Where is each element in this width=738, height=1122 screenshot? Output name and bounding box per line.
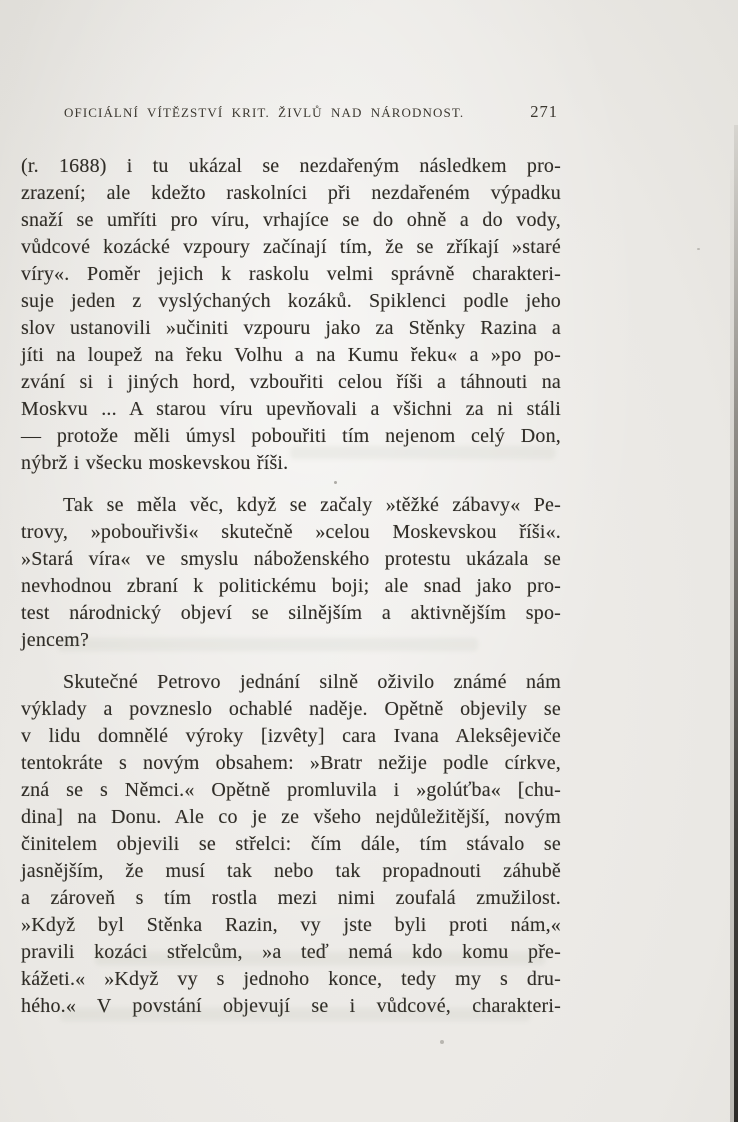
bleed-through-ghost	[95, 952, 545, 965]
text-line: zná se s Němci.« Opětně promluvila i »golúťba« [chu-	[21, 779, 561, 801]
text-line: jíti na loupež na řeku Volhu a na Kumu řeku« a »po po-	[21, 344, 561, 366]
text-line: výklady a povzneslo ochablé naděje. Opětně objevily se	[21, 698, 561, 720]
paragraph	[21, 669, 561, 1020]
bleed-through-ghost	[60, 1008, 530, 1021]
text-line: snaží se umříti pro víru, vrhajíce se do ohně a do vody,	[21, 209, 561, 231]
paper-speck	[697, 248, 700, 250]
bleed-through-ghost	[290, 446, 555, 459]
text-line: v lidu domnělé výroky [izvêty] cara Ivana Aleksêjeviče	[21, 725, 561, 747]
text-line: vůdcové kozácké vzpoury začínají tím, že se zříkají »staré	[21, 236, 561, 258]
paper-speck	[334, 481, 337, 484]
running-header	[20, 102, 560, 122]
text-line: — protože měli úmysl pobouřiti tím nejenom celý Don,	[21, 425, 561, 447]
paragraph	[21, 492, 561, 654]
text-line: a zároveň s tím rostla mezi nimi zoufalá zmužilost.	[21, 887, 561, 909]
text-line: jencem?	[21, 629, 90, 651]
text-line: dina] na Donu. Ale co je ze všeho nejdůležitější, novým	[21, 806, 561, 828]
text-line: »Stará víra« ve smyslu náboženského protestu ukázala se	[21, 548, 561, 570]
text-line: tentokráte s novým obsahem: »Bratr nežije podle církve,	[21, 752, 561, 774]
body-text	[21, 153, 561, 1035]
text-line: víry«. Poměr jejich k raskolu velmi správně charakteri-	[21, 263, 561, 285]
text-line: zrazení; ale kdežto raskolníci při nezdařeném výpadku	[21, 182, 561, 204]
text-line: kážeti.« »Když vy s jednoho konce, tedy my s dru-	[21, 968, 561, 990]
scan-edge-shadow	[734, 125, 738, 1122]
text-line: nevhodnou zbraní k politickému boji; ale snad jako pro-	[21, 575, 561, 597]
text-line: Skutečné Petrovo jednání silně oživilo známé nám	[63, 671, 561, 693]
text-line: slov ustanovili »učiniti vzpouru jako za Stěnky Razina a	[21, 317, 561, 339]
text-line: (r. 1688) i tu ukázal se nezdařeným následkem pro-	[21, 155, 561, 177]
text-line: test národnický objeví se silnějším a aktivnějším spo-	[21, 602, 561, 624]
text-line: trovy, »pobouřivši« skutečně »celou Moskevskou říši«.	[21, 521, 561, 543]
header-title: OFICIÁLNÍ VÍTĚZSTVÍ KRIT. ŽIVLŮ NAD NÁRODNOST.	[64, 105, 465, 120]
paper-speck	[440, 1040, 444, 1044]
bleed-through-ghost	[58, 638, 478, 651]
text-line: zvání si i jiných hord, vzbouřiti celou říši a táhnouti na	[21, 371, 561, 393]
text-line: suje jeden z vyslýchaných kozáků. Spiklenci podle jeho	[21, 290, 561, 312]
text-line: jasnějším, že musí tak nebo tak propadnouti záhubě	[21, 860, 561, 882]
text-line: Moskvu ... A starou víru upevňovali a všichni za ni stáli	[21, 398, 561, 420]
page-number: 271	[530, 102, 558, 121]
text-line: »Když byl Stěnka Razin, vy jste byli proti nám,«	[21, 914, 561, 936]
text-line: nýbrž i všecku moskevskou říši.	[21, 452, 289, 474]
paragraph	[21, 153, 561, 477]
text-line: Tak se měla věc, když se začaly »těžké zábavy« Pe-	[63, 494, 561, 516]
text-line: pravili kozáci střelcům, »a teď nemá kdo komu pře-	[21, 941, 561, 963]
text-line: hého.« V povstání objevují se i vůdcové, charakteri-	[21, 995, 561, 1017]
text-line: činitelem objevili se střelci: čím dále, tím stávalo se	[21, 833, 561, 855]
